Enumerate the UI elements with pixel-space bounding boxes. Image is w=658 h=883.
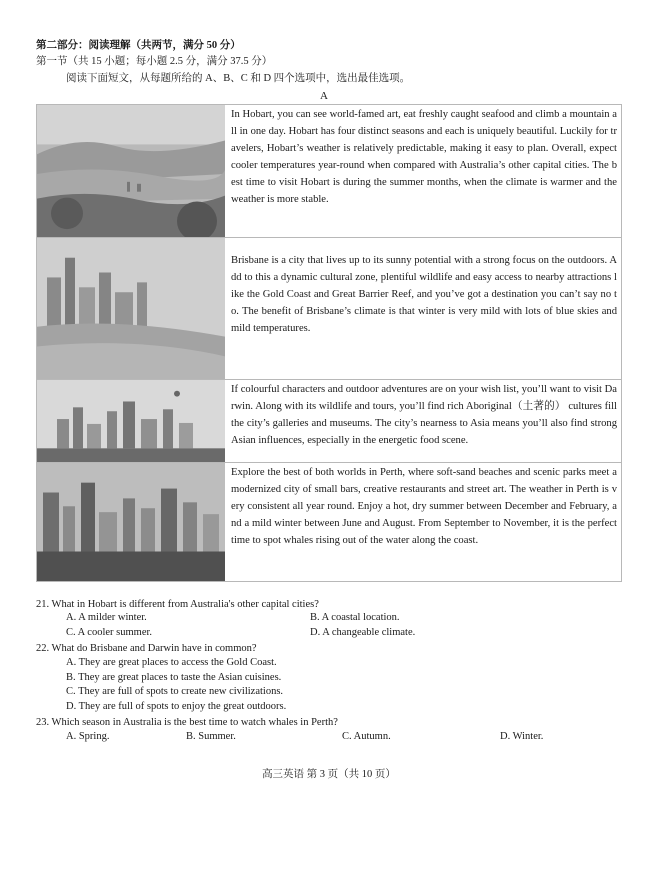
q23-option-b[interactable]: B. Summer. xyxy=(186,731,236,742)
question-22: 22. What do Brisbane and Darwin have in common? xyxy=(36,643,257,654)
q21-option-a[interactable]: A. A milder winter. xyxy=(66,612,147,623)
question-21: 21. What in Hobart is different from Australia's other capital cities? xyxy=(36,599,319,610)
q21-option-d[interactable]: D. A changeable climate. xyxy=(310,627,416,638)
hobart-photo xyxy=(37,105,225,237)
q22-option-a[interactable]: A. They are great places to access the Gold Coast. xyxy=(66,657,277,668)
q23-option-c[interactable]: C. Autumn. xyxy=(342,731,391,742)
hobart-section xyxy=(36,104,622,238)
q22-option-c[interactable]: C. They are full of spots to create new civilizations. xyxy=(66,686,284,697)
brisbane-photo xyxy=(37,238,225,379)
passage-label: A xyxy=(320,90,328,102)
darwin-photo xyxy=(37,380,225,462)
page-footer: 高三英语 第 3 页（共 10 页） xyxy=(262,769,396,780)
perth-paragraph: Explore the best of both worlds in Perth, where soft-sand beaches and scenic parks meet a modernized city of small bars, creative restaurants and street art. The weather in Perth is very consistent all year round. Enjoy a hot, dry summer between December and February, and a mild winter between June and August. From September to November, it is the perfect time to spot whales rising out of the water along the coast. xyxy=(231,467,617,546)
darwin-paragraph: If colourful characters and outdoor adventures are on your wish list, you’ll want to visit Darwin. Along with its wildlife and tours, you’ll find rich Aboriginal（土著的） cultures fill the city’s galleries and museums. The city’s nearness to Asia means you’ll also find strong Asian influences, especially in the energetic food scene. xyxy=(231,384,617,446)
darwin-section xyxy=(36,379,622,463)
perth-photo xyxy=(37,463,225,581)
q21-option-b[interactable]: B. A coastal location. xyxy=(310,612,400,623)
perth-section xyxy=(36,462,622,582)
q23-option-a[interactable]: A. Spring. xyxy=(66,731,110,742)
part-title: 第二部分：阅读理解（共两节，满分 50 分） xyxy=(36,40,241,51)
instruction: 阅读下面短文，从每题所给的 A、B、C 和 D 四个选项中，选出最佳选项。 xyxy=(66,73,411,84)
brisbane-section xyxy=(36,237,622,380)
q21-option-c[interactable]: C. A cooler summer. xyxy=(66,627,153,638)
hobart-paragraph: In Hobart, you can see world-famed art, eat freshly caught seafood and climb a mountain all in one day. Hobart has four distinct seasons and each is uniquely beautiful. Luckily for travelers, Hobart’s weather is relatively predictable, making it easy to plan. Overall, expect cooler temperatures year-round when compared with Australia’s other capital cities. The best time to visit Hobart is during the summer months, when the climate is warmer and the weather is more stable. xyxy=(231,109,617,205)
q22-option-b[interactable]: B. They are great places to taste the Asian cuisines. xyxy=(66,672,282,683)
brisbane-paragraph: Brisbane is a city that lives up to its sunny potential with a strong focus on the outdoors. Add to this a dynamic cultural zone, plentiful wildlife and easy access to nearby attractions like the Gold Coast and Great Barrier Reef, and you’ve got a destination you can’t say no to. The benefit of Brisbane’s climate is that winter is very mild with lots of blue skies and mild temperatures. xyxy=(231,255,617,334)
q22-option-d[interactable]: D. They are full of spots to enjoy the great outdoors. xyxy=(66,701,287,712)
question-23: 23. Which season in Australia is the best time to watch whales in Perth? xyxy=(36,717,338,728)
q23-option-d[interactable]: D. Winter. xyxy=(500,731,544,742)
section-line: 第一节（共 15 小题；每小题 2.5 分，满分 37.5 分） xyxy=(36,56,273,67)
